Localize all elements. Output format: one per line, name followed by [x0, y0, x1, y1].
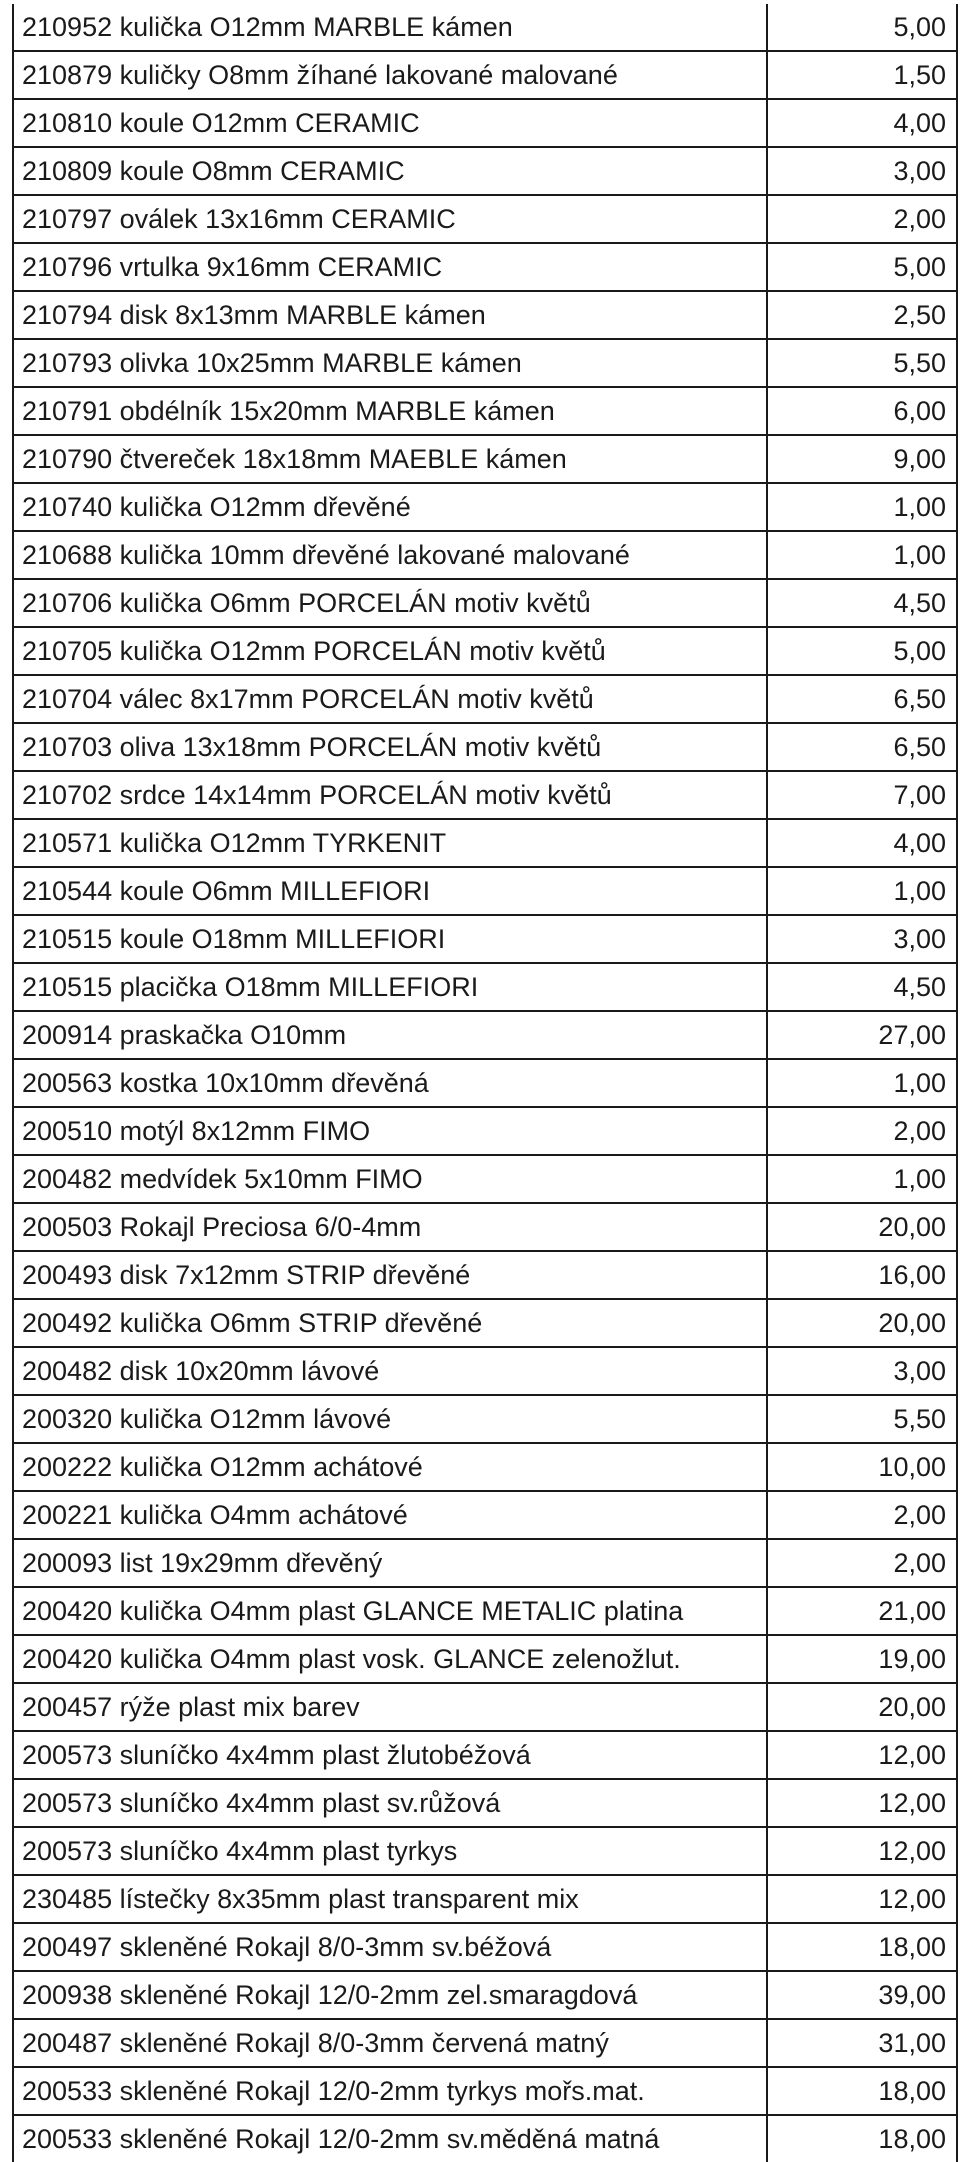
table-row — [13, 339, 957, 387]
item-price-cell[interactable]: 2,00 — [767, 1539, 957, 1587]
table-row — [13, 1875, 957, 1923]
table-row — [13, 915, 957, 963]
item-price-cell[interactable]: 2,50 — [767, 291, 957, 339]
item-price-cell[interactable]: 4,00 — [767, 819, 957, 867]
item-description-cell[interactable]: 210515 koule O18mm MILLEFIORI — [13, 915, 767, 963]
item-price-cell[interactable]: 12,00 — [767, 1875, 957, 1923]
item-price-cell[interactable]: 1,00 — [767, 531, 957, 579]
price-table — [12, 4, 958, 2162]
table-row — [13, 1347, 957, 1395]
item-price-cell[interactable]: 20,00 — [767, 1299, 957, 1347]
table-row — [13, 1731, 957, 1779]
item-price-cell[interactable]: 39,00 — [767, 1971, 957, 2019]
item-description-cell[interactable]: 200938 skleněné Rokajl 12/0-2mm zel.smaragdová — [13, 1971, 767, 2019]
item-description-cell[interactable]: 200573 sluníčko 4x4mm plast sv.růžová — [13, 1779, 767, 1827]
item-price-cell[interactable]: 27,00 — [767, 1011, 957, 1059]
item-description-cell[interactable]: 200487 skleněné Rokajl 8/0-3mm červená matný — [13, 2019, 767, 2067]
item-price-cell[interactable]: 31,00 — [767, 2019, 957, 2067]
item-price-cell[interactable]: 9,00 — [767, 435, 957, 483]
item-description-cell[interactable]: 210797 oválek 13x16mm CERAMIC — [13, 195, 767, 243]
item-description-cell[interactable]: 210688 kulička 10mm dřevěné lakované malované — [13, 531, 767, 579]
item-price-cell[interactable]: 1,00 — [767, 1059, 957, 1107]
item-price-cell[interactable]: 1,00 — [767, 1155, 957, 1203]
table-row — [13, 1923, 957, 1971]
item-description-cell[interactable]: 200482 medvídek 5x10mm FIMO — [13, 1155, 767, 1203]
item-description-cell[interactable]: 200093 list 19x29mm dřevěný — [13, 1539, 767, 1587]
table-row — [13, 195, 957, 243]
table-row — [13, 1107, 957, 1155]
item-description-cell[interactable]: 200320 kulička O12mm lávové — [13, 1395, 767, 1443]
item-price-cell[interactable]: 6,50 — [767, 675, 957, 723]
table-row — [13, 627, 957, 675]
item-description-cell[interactable]: 210790 čtvereček 18x18mm MAEBLE kámen — [13, 435, 767, 483]
table-row — [13, 819, 957, 867]
price-table-body — [13, 4, 957, 2162]
item-price-cell[interactable]: 3,00 — [767, 1347, 957, 1395]
item-description-cell[interactable]: 210704 válec 8x17mm PORCELÁN motiv květů — [13, 675, 767, 723]
table-row — [13, 291, 957, 339]
table-row — [13, 1779, 957, 1827]
table-row — [13, 51, 957, 99]
item-description-cell[interactable]: 210740 kulička O12mm dřevěné — [13, 483, 767, 531]
item-description-cell[interactable]: 210793 olivka 10x25mm MARBLE kámen — [13, 339, 767, 387]
table-row — [13, 2067, 957, 2115]
item-description-cell[interactable]: 200420 kulička O4mm plast GLANCE METALIC platina — [13, 1587, 767, 1635]
item-description-cell[interactable]: 200914 praskačka O10mm — [13, 1011, 767, 1059]
item-price-cell[interactable]: 18,00 — [767, 2115, 957, 2162]
item-description-cell[interactable]: 200420 kulička O4mm plast vosk. GLANCE zelenožlut. — [13, 1635, 767, 1683]
item-price-cell[interactable]: 1,00 — [767, 867, 957, 915]
item-description-cell[interactable]: 200563 kostka 10x10mm dřevěná — [13, 1059, 767, 1107]
table-row — [13, 435, 957, 483]
table-row — [13, 1635, 957, 1683]
table-row — [13, 243, 957, 291]
item-price-cell[interactable]: 2,00 — [767, 1491, 957, 1539]
table-row — [13, 1059, 957, 1107]
table-row — [13, 867, 957, 915]
item-price-cell[interactable]: 18,00 — [767, 2067, 957, 2115]
item-description-cell[interactable]: 200482 disk 10x20mm lávové — [13, 1347, 767, 1395]
item-price-cell[interactable]: 12,00 — [767, 1827, 957, 1875]
item-description-cell[interactable]: 210706 kulička O6mm PORCELÁN motiv květů — [13, 579, 767, 627]
table-row — [13, 1443, 957, 1491]
item-price-cell[interactable]: 1,00 — [767, 483, 957, 531]
table-row — [13, 4, 957, 51]
table-row — [13, 531, 957, 579]
item-price-cell[interactable]: 4,00 — [767, 99, 957, 147]
item-price-cell[interactable]: 18,00 — [767, 1923, 957, 1971]
item-price-cell[interactable]: 20,00 — [767, 1683, 957, 1731]
item-price-cell[interactable]: 16,00 — [767, 1251, 957, 1299]
item-description-cell[interactable]: 200457 rýže plast mix barev — [13, 1683, 767, 1731]
item-description-cell[interactable]: 200492 kulička O6mm STRIP dřevěné — [13, 1299, 767, 1347]
item-description-cell[interactable]: 210703 oliva 13x18mm PORCELÁN motiv květů — [13, 723, 767, 771]
item-price-cell[interactable]: 3,00 — [767, 915, 957, 963]
table-row — [13, 1539, 957, 1587]
table-row — [13, 1203, 957, 1251]
table-row — [13, 579, 957, 627]
table-row — [13, 1299, 957, 1347]
item-price-cell[interactable]: 2,00 — [767, 1107, 957, 1155]
table-row — [13, 1011, 957, 1059]
table-row — [13, 1587, 957, 1635]
item-description-cell[interactable]: 210879 kuličky O8mm žíhané lakované malované — [13, 51, 767, 99]
table-row — [13, 387, 957, 435]
item-price-cell[interactable]: 19,00 — [767, 1635, 957, 1683]
item-price-cell[interactable]: 6,00 — [767, 387, 957, 435]
item-description-cell[interactable]: 210810 koule O12mm CERAMIC — [13, 99, 767, 147]
table-row — [13, 1155, 957, 1203]
item-description-cell[interactable]: 230485 lístečky 8x35mm plast transparent mix — [13, 1875, 767, 1923]
item-price-cell[interactable]: 1,50 — [767, 51, 957, 99]
item-price-cell[interactable]: 10,00 — [767, 1443, 957, 1491]
item-description-cell[interactable]: 210571 kulička O12mm TYRKENIT — [13, 819, 767, 867]
table-row — [13, 723, 957, 771]
table-row — [13, 99, 957, 147]
item-description-cell[interactable]: 210791 obdélník 15x20mm MARBLE kámen — [13, 387, 767, 435]
item-price-cell[interactable]: 6,50 — [767, 723, 957, 771]
table-row — [13, 483, 957, 531]
item-price-cell[interactable]: 21,00 — [767, 1587, 957, 1635]
item-description-cell[interactable]: 210705 kulička O12mm PORCELÁN motiv květů — [13, 627, 767, 675]
item-description-cell[interactable]: 210809 koule O8mm CERAMIC — [13, 147, 767, 195]
item-price-cell[interactable]: 7,00 — [767, 771, 957, 819]
item-description-cell[interactable]: 200510 motýl 8x12mm FIMO — [13, 1107, 767, 1155]
item-description-cell[interactable]: 200221 kulička O4mm achátové — [13, 1491, 767, 1539]
item-price-cell[interactable]: 5,00 — [767, 243, 957, 291]
item-description-cell[interactable]: 210515 placička O18mm MILLEFIORI — [13, 963, 767, 1011]
item-description-cell[interactable]: 200503 Rokajl Preciosa 6/0-4mm — [13, 1203, 767, 1251]
table-row — [13, 1683, 957, 1731]
item-description-cell[interactable]: 210702 srdce 14x14mm PORCELÁN motiv květů — [13, 771, 767, 819]
item-description-cell[interactable]: 200497 skleněné Rokajl 8/0-3mm sv.béžová — [13, 1923, 767, 1971]
item-price-cell[interactable]: 12,00 — [767, 1779, 957, 1827]
item-price-cell[interactable]: 5,00 — [767, 4, 957, 51]
item-description-cell[interactable]: 210544 koule O6mm MILLEFIORI — [13, 867, 767, 915]
item-price-cell[interactable]: 12,00 — [767, 1731, 957, 1779]
item-price-cell[interactable]: 4,50 — [767, 579, 957, 627]
item-price-cell[interactable]: 5,50 — [767, 339, 957, 387]
item-price-cell[interactable]: 20,00 — [767, 1203, 957, 1251]
table-row — [13, 675, 957, 723]
table-row — [13, 1827, 957, 1875]
item-description-cell[interactable]: 200573 sluníčko 4x4mm plast tyrkys — [13, 1827, 767, 1875]
item-description-cell[interactable]: 210794 disk 8x13mm MARBLE kámen — [13, 291, 767, 339]
item-price-cell[interactable]: 5,00 — [767, 627, 957, 675]
table-row — [13, 1395, 957, 1443]
item-description-cell[interactable]: 200493 disk 7x12mm STRIP dřevěné — [13, 1251, 767, 1299]
table-row — [13, 1971, 957, 2019]
table-row — [13, 963, 957, 1011]
table-row — [13, 1251, 957, 1299]
item-price-cell[interactable]: 2,00 — [767, 195, 957, 243]
item-description-cell[interactable]: 200222 kulička O12mm achátové — [13, 1443, 767, 1491]
table-row — [13, 147, 957, 195]
item-description-cell[interactable]: 200533 skleněné Rokajl 12/0-2mm sv.měděná matná — [13, 2115, 767, 2162]
item-price-cell[interactable]: 5,50 — [767, 1395, 957, 1443]
table-row — [13, 771, 957, 819]
item-price-cell[interactable]: 3,00 — [767, 147, 957, 195]
item-description-cell[interactable]: 210952 kulička O12mm MARBLE kámen — [13, 4, 767, 51]
item-description-cell[interactable]: 200573 sluníčko 4x4mm plast žlutobéžová — [13, 1731, 767, 1779]
table-row — [13, 2019, 957, 2067]
item-description-cell[interactable]: 200533 skleněné Rokajl 12/0-2mm tyrkys mořs.mat. — [13, 2067, 767, 2115]
table-row — [13, 1491, 957, 1539]
table-row — [13, 2115, 957, 2162]
item-price-cell[interactable]: 4,50 — [767, 963, 957, 1011]
item-description-cell[interactable]: 210796 vrtulka 9x16mm CERAMIC — [13, 243, 767, 291]
